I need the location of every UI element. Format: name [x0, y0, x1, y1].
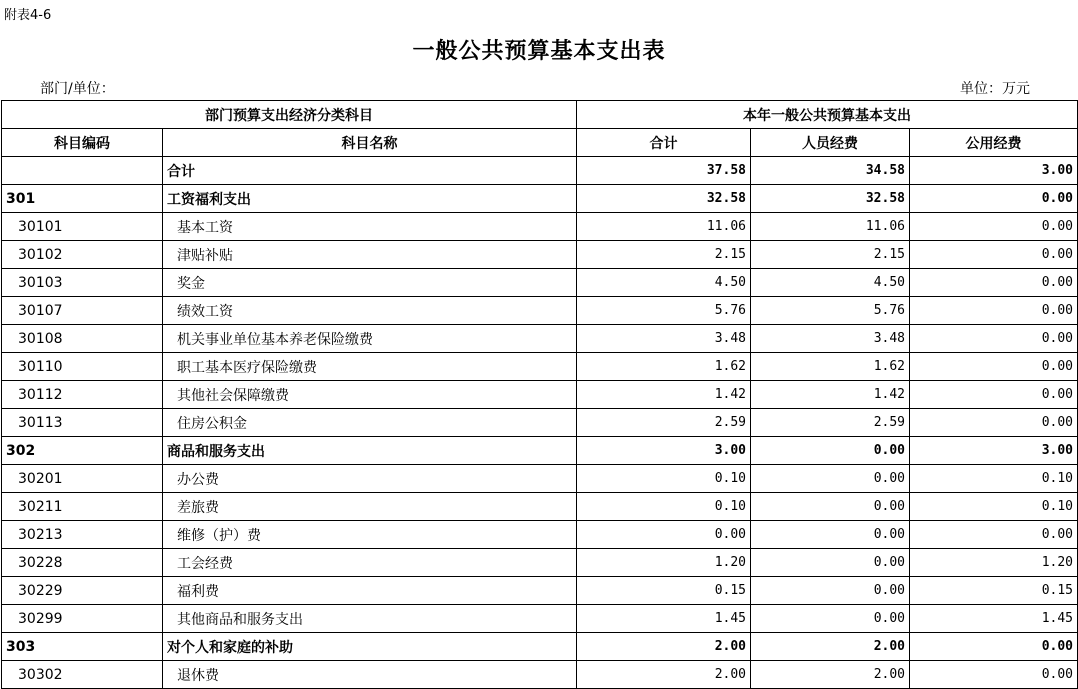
table-row	[2, 297, 1078, 325]
cell-total: 1.20	[577, 549, 751, 577]
cell-total: 0.10	[577, 493, 751, 521]
table-row	[2, 437, 1078, 465]
cell-name: 工资福利支出	[163, 185, 577, 213]
cell-name: 退休费	[163, 661, 577, 689]
cell-public: 0.00	[910, 409, 1078, 437]
cell-personnel: 0.00	[751, 549, 910, 577]
cell-code: 30302	[2, 661, 163, 689]
group-header-economic-classification: 部门预算支出经济分类科目	[2, 101, 577, 129]
cell-personnel: 0.00	[751, 493, 910, 521]
cell-personnel: 5.76	[751, 297, 910, 325]
cell-total: 37.58	[577, 157, 751, 185]
cell-code: 30229	[2, 577, 163, 605]
table-row	[2, 157, 1078, 185]
cell-total: 0.15	[577, 577, 751, 605]
cell-total: 1.42	[577, 381, 751, 409]
cell-code: 302	[2, 437, 163, 465]
table-row	[2, 465, 1078, 493]
table-column-header-row	[2, 129, 1078, 157]
cell-public: 0.10	[910, 465, 1078, 493]
cell-public: 3.00	[910, 157, 1078, 185]
cell-total: 2.15	[577, 241, 751, 269]
cell-public: 0.00	[910, 381, 1078, 409]
cell-personnel: 2.15	[751, 241, 910, 269]
cell-total: 2.00	[577, 633, 751, 661]
table-row	[2, 633, 1078, 661]
cell-personnel: 0.00	[751, 577, 910, 605]
cell-public: 0.00	[910, 521, 1078, 549]
column-header-public: 公用经费	[910, 129, 1078, 157]
cell-total: 2.59	[577, 409, 751, 437]
cell-name: 差旅费	[163, 493, 577, 521]
cell-personnel: 34.58	[751, 157, 910, 185]
cell-code: 30108	[2, 325, 163, 353]
table-row	[2, 185, 1078, 213]
budget-table	[1, 100, 1078, 689]
page-title: 一般公共预算基本支出表	[412, 39, 666, 64]
table-row	[2, 409, 1078, 437]
attachment-label: 附表4-6	[4, 8, 52, 23]
table-row	[2, 661, 1078, 689]
cell-name: 商品和服务支出	[163, 437, 577, 465]
table-row	[2, 577, 1078, 605]
cell-code: 30102	[2, 241, 163, 269]
cell-total: 0.00	[577, 521, 751, 549]
cell-personnel: 4.50	[751, 269, 910, 297]
column-header-personnel: 人员经费	[751, 129, 910, 157]
cell-name: 机关事业单位基本养老保险缴费	[163, 325, 577, 353]
cell-total: 1.45	[577, 605, 751, 633]
table-row	[2, 381, 1078, 409]
cell-total: 5.76	[577, 297, 751, 325]
cell-code: 30201	[2, 465, 163, 493]
cell-name: 基本工资	[163, 213, 577, 241]
cell-code: 30228	[2, 549, 163, 577]
cell-name: 办公费	[163, 465, 577, 493]
table-row	[2, 269, 1078, 297]
cell-code: 30211	[2, 493, 163, 521]
cell-total: 11.06	[577, 213, 751, 241]
unit-label: 单位：万元	[960, 81, 1030, 97]
cell-personnel: 3.48	[751, 325, 910, 353]
cell-name: 福利费	[163, 577, 577, 605]
cell-name: 职工基本医疗保险缴费	[163, 353, 577, 381]
table-group-header-row	[2, 101, 1078, 129]
cell-personnel: 0.00	[751, 605, 910, 633]
cell-total: 4.50	[577, 269, 751, 297]
cell-public: 0.00	[910, 633, 1078, 661]
cell-public: 0.00	[910, 297, 1078, 325]
cell-code: 30299	[2, 605, 163, 633]
column-header-code: 科目编码	[2, 129, 163, 157]
department-label: 部门/单位：	[40, 81, 115, 97]
table-row	[2, 213, 1078, 241]
cell-name: 对个人和家庭的补助	[163, 633, 577, 661]
cell-code: 30112	[2, 381, 163, 409]
cell-name: 奖金	[163, 269, 577, 297]
cell-public: 1.20	[910, 549, 1078, 577]
cell-personnel: 0.00	[751, 437, 910, 465]
cell-code	[2, 157, 163, 185]
table-row	[2, 605, 1078, 633]
cell-name: 住房公积金	[163, 409, 577, 437]
table-row	[2, 549, 1078, 577]
cell-total: 2.00	[577, 661, 751, 689]
table-row	[2, 493, 1078, 521]
cell-personnel: 2.00	[751, 661, 910, 689]
cell-total: 1.62	[577, 353, 751, 381]
table-row	[2, 241, 1078, 269]
cell-total: 3.00	[577, 437, 751, 465]
table-body	[2, 157, 1078, 689]
table-row	[2, 353, 1078, 381]
cell-name: 津贴补贴	[163, 241, 577, 269]
cell-name: 工会经费	[163, 549, 577, 577]
cell-public: 0.00	[910, 661, 1078, 689]
cell-name: 绩效工资	[163, 297, 577, 325]
table-row	[2, 325, 1078, 353]
cell-total: 0.10	[577, 465, 751, 493]
cell-personnel: 1.42	[751, 381, 910, 409]
cell-personnel: 0.00	[751, 465, 910, 493]
cell-code: 30101	[2, 213, 163, 241]
cell-personnel: 1.62	[751, 353, 910, 381]
cell-total: 3.48	[577, 325, 751, 353]
cell-total: 32.58	[577, 185, 751, 213]
cell-name: 其他社会保障缴费	[163, 381, 577, 409]
cell-personnel: 32.58	[751, 185, 910, 213]
cell-name: 其他商品和服务支出	[163, 605, 577, 633]
cell-public: 0.00	[910, 185, 1078, 213]
cell-public: 3.00	[910, 437, 1078, 465]
cell-name: 维修（护）费	[163, 521, 577, 549]
cell-public: 0.00	[910, 269, 1078, 297]
cell-code: 303	[2, 633, 163, 661]
cell-code: 30113	[2, 409, 163, 437]
cell-code: 30110	[2, 353, 163, 381]
group-header-basic-expenditure: 本年一般公共预算基本支出	[577, 101, 1078, 129]
cell-code: 30107	[2, 297, 163, 325]
cell-code: 301	[2, 185, 163, 213]
cell-public: 0.00	[910, 213, 1078, 241]
cell-code: 30103	[2, 269, 163, 297]
cell-personnel: 11.06	[751, 213, 910, 241]
cell-code: 30213	[2, 521, 163, 549]
table-row	[2, 521, 1078, 549]
cell-public: 1.45	[910, 605, 1078, 633]
column-header-total: 合计	[577, 129, 751, 157]
cell-public: 0.00	[910, 353, 1078, 381]
cell-name: 合计	[163, 157, 577, 185]
cell-personnel: 2.59	[751, 409, 910, 437]
cell-public: 0.15	[910, 577, 1078, 605]
cell-public: 0.00	[910, 241, 1078, 269]
column-header-name: 科目名称	[163, 129, 577, 157]
cell-personnel: 0.00	[751, 521, 910, 549]
cell-personnel: 2.00	[751, 633, 910, 661]
cell-public: 0.10	[910, 493, 1078, 521]
cell-public: 0.00	[910, 325, 1078, 353]
